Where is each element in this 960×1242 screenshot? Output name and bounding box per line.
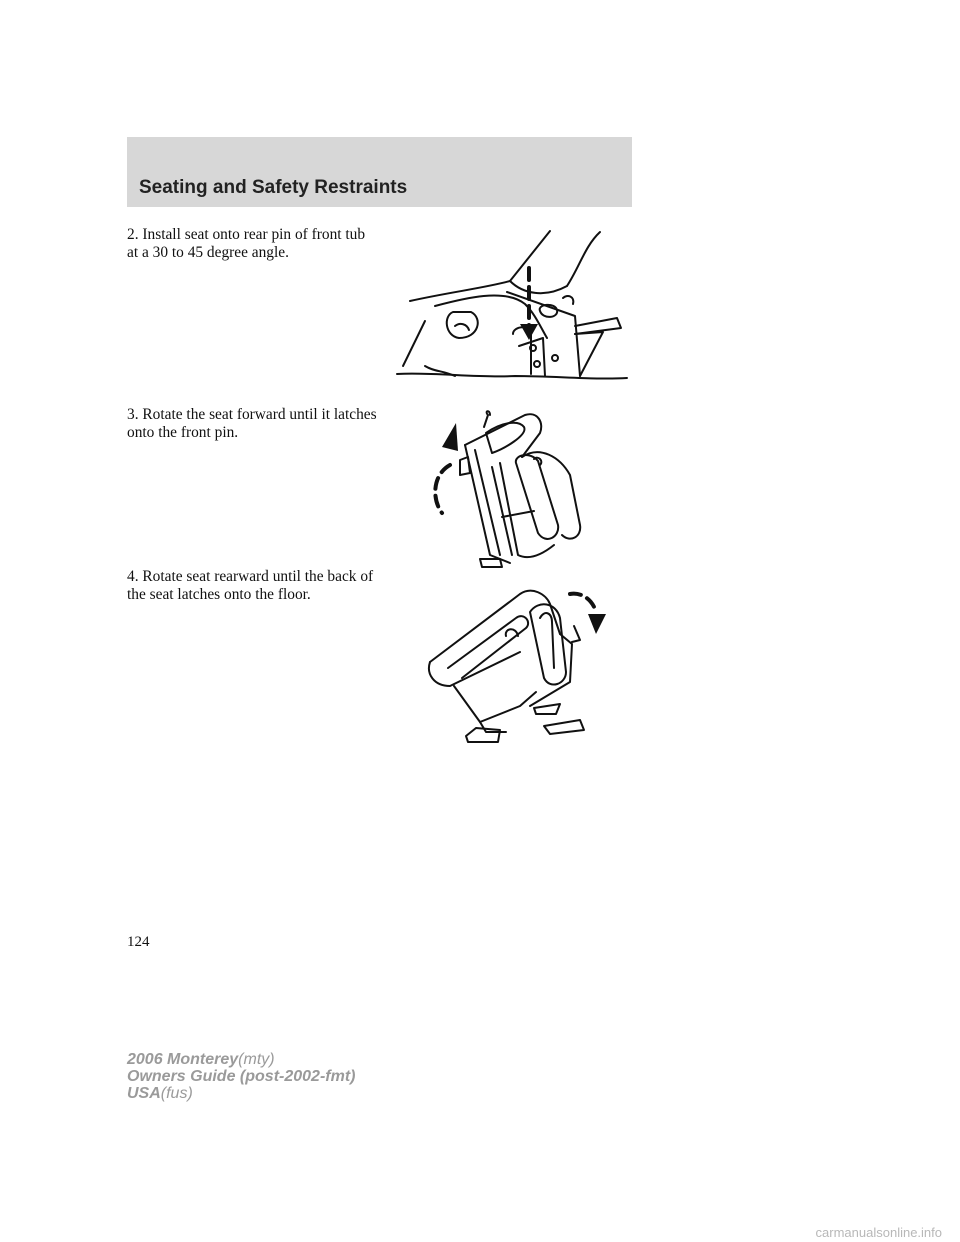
footer-model-code: (mty): [238, 1051, 275, 1068]
step-4-text: 4. Rotate seat rearward until the back of the seat latches onto the floor.: [127, 568, 374, 603]
seat-rear-pin-install-illustration: [395, 226, 630, 386]
step-3-text: 3. Rotate the seat forward until it latches onto the front pin.: [127, 406, 377, 441]
section-header-band: [127, 137, 632, 207]
page-number: 124: [127, 934, 150, 950]
step-2-text: 2. Install seat onto rear pin of front tub at a 30 to 45 degree angle.: [127, 226, 366, 261]
seat-rotate-rearward-illustration: [420, 582, 615, 747]
watermark: carmanualsonline.info: [815, 1225, 942, 1240]
footer-line-3: [127, 1085, 355, 1102]
seat-rotate-forward-illustration: [420, 405, 600, 575]
footer-market-code: (fus): [160, 1085, 193, 1102]
footer-line-1: [127, 1051, 355, 1068]
footer-model: 2006 Monterey: [127, 1051, 239, 1068]
footer-line-2: [127, 1068, 355, 1085]
footer-guide-title: Owners Guide (post-2002-fmt): [127, 1068, 356, 1085]
section-title: Seating and Safety Restraints: [139, 177, 408, 198]
document-footer: [127, 1051, 355, 1102]
footer-market: USA: [127, 1085, 161, 1102]
